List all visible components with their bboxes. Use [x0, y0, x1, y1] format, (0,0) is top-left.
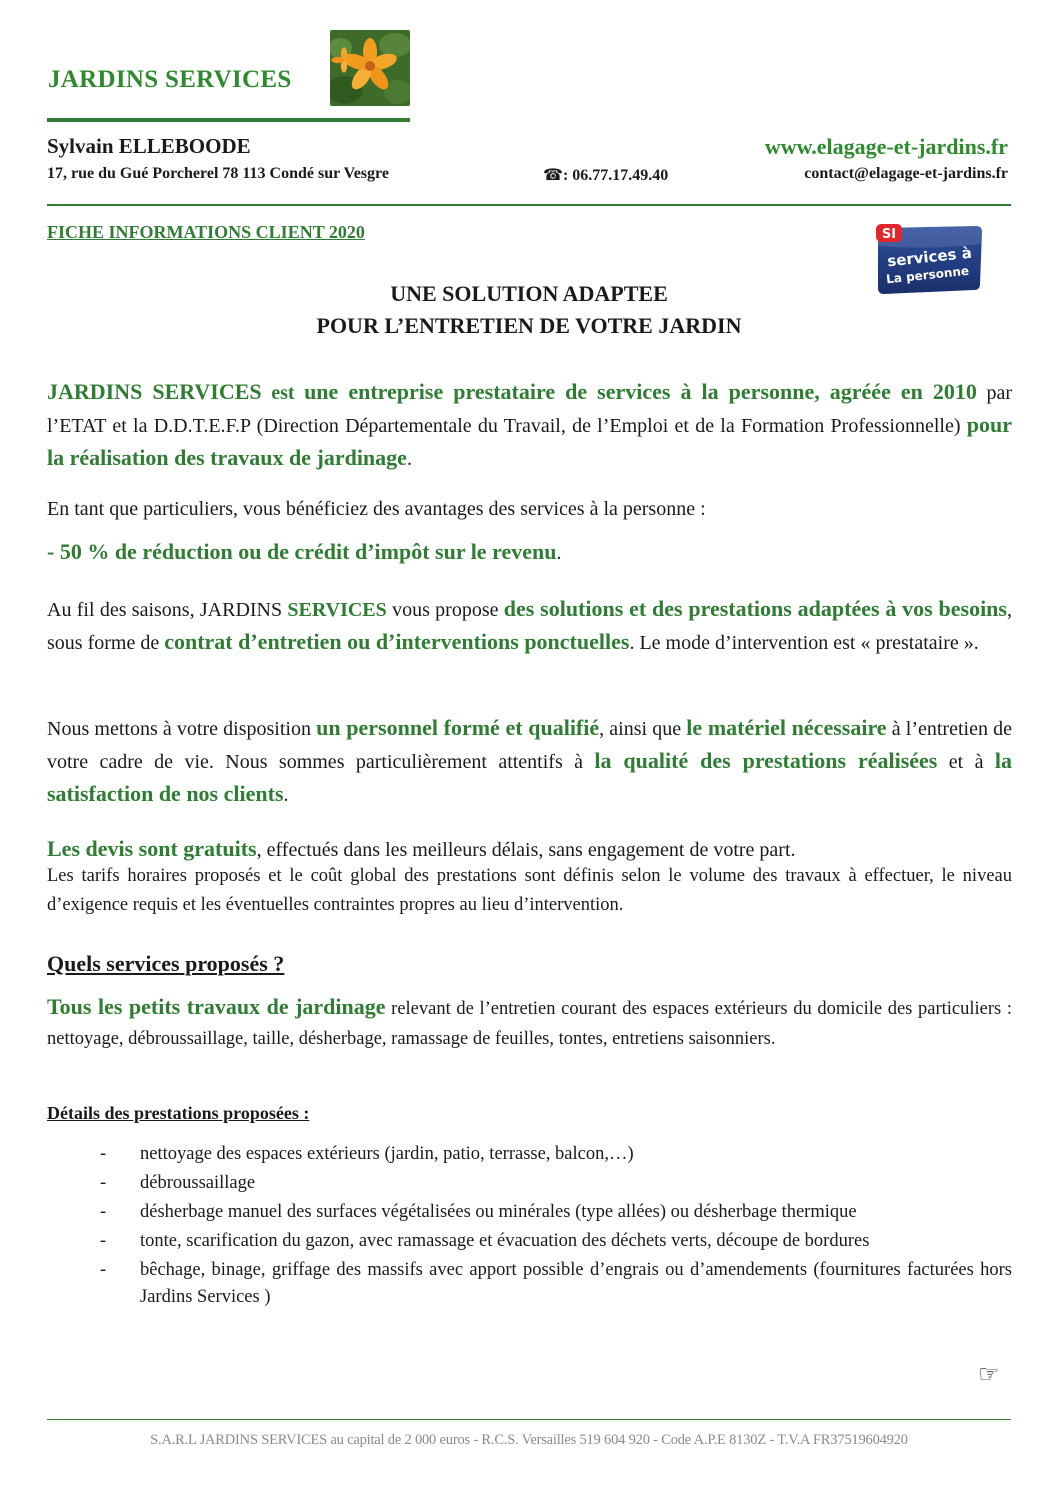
svg-text:SI: SI [881, 227, 897, 242]
saisons-paragraph: Au fil des saisons, JARDINS SERVICES vous propose des solutions et des prestations adaptées à vos besoins, sous forme de contrat d’entretien ou d’interventions ponctuelles. Le mode d’intervention est « prestataire ». [47, 596, 1012, 654]
header-rule [47, 118, 410, 122]
list-item: - bêchage, binage, griffage des massifs avec apport possible d’engrais ou d’amendements (fournitures facturées hors Jardins Services ) [100, 1260, 1012, 1307]
intro-paragraph: JARDINS SERVICES est une entreprise prestataire de services à la personne, agréée en 2010 par l’ETAT et la D.D.T.E.F.P (Direction Départementale du Travail, de l’Emploi et de la Formation Professionnelle) pour la réalisation des travaux de jardinage. [47, 379, 1012, 470]
svg-text:La personne: La personne [885, 263, 970, 287]
services-paragraph: Tous les petits travaux de jardinage relevant de l’entretien courant des espaces extérieurs du domicile des particuliers : nettoyage, débroussaillage, taille, désherbage, ramassage de feuilles, tontes, entretiens saisonniers. [47, 994, 1012, 1049]
address: 17, rue du Gué Porcherel 78 113 Condé sur Vesgre [47, 165, 389, 182]
flower-photo [330, 30, 410, 106]
company-name: JARDINS SERVICES [48, 66, 292, 93]
reduction-line: - 50 % de réduction ou de crédit d’impôt sur le revenu. [47, 539, 562, 564]
list-item: - tonte, scarification du gazon, avec ramassage et évacuation des déchets verts, découpe de bordures [100, 1231, 870, 1251]
footer-rule [47, 1419, 1011, 1420]
pointing-hand-icon: ☞ [978, 1360, 1000, 1388]
tarifs-paragraph: Les tarifs horaires proposés et le coût global des prestations sont définis selon le volume des travaux à effectuer, le niveau d’exigence requis et les éventuelles contraintes propres au lieu d’intervention. [47, 866, 1012, 915]
services-section-title: Quels services proposés ? [47, 951, 285, 976]
svg-text:services à: services à [886, 243, 973, 271]
prestations-list [100, 1141, 1012, 1313]
list-item: - désherbage manuel des surfaces végétalisées ou minérales (type allées) ou désherbage thermique [100, 1202, 857, 1222]
phone-number: ☎: 06.77.17.49.40 [543, 165, 669, 184]
devis-paragraph: Les devis sont gratuits, effectués dans les meilleurs délais, sans engagement de votre part. [47, 836, 796, 861]
footer-legal: S.A.R.L JARDINS SERVICES au capital de 2 000 euros - R.C.S. Versailles 519 604 920 - Code A.P.E 8130Z - T.V.A FR37519604920 [150, 1432, 908, 1448]
avantages-text: En tant que particuliers, vous bénéficiez des avantages des services à la personne : [47, 498, 706, 520]
divider [47, 204, 1011, 206]
telephone-icon: ☎ [543, 165, 563, 184]
details-title: Détails des prestations proposées : [47, 1103, 310, 1123]
document-title: FICHE INFORMATIONS CLIENT 2020 [47, 222, 365, 242]
headline-line-1: UNE SOLUTION ADAPTEE [390, 281, 668, 306]
personnel-paragraph: Nous mettons à votre disposition un personnel formé et qualifié, ainsi que le matériel nécessaire à l’entretien de votre cadre de vie. Nous sommes particulièrement attentifs à la qualité des prestations réalisées et à la satisfaction de nos clients. [47, 715, 1013, 806]
owner-name: Sylvain ELLEBOODE [47, 134, 251, 158]
website-link[interactable]: www.elagage-et-jardins.fr [764, 134, 1008, 159]
list-item: - débroussaillage [100, 1173, 256, 1193]
list-item: - nettoyage des espaces extérieurs (jardin, patio, terrasse, balcon,…) [100, 1144, 634, 1164]
email-link[interactable]: contact@elagage-et-jardins.fr [804, 165, 1008, 182]
headline-line-2: POUR L’ENTRETIEN DE VOTRE JARDIN [316, 313, 742, 338]
